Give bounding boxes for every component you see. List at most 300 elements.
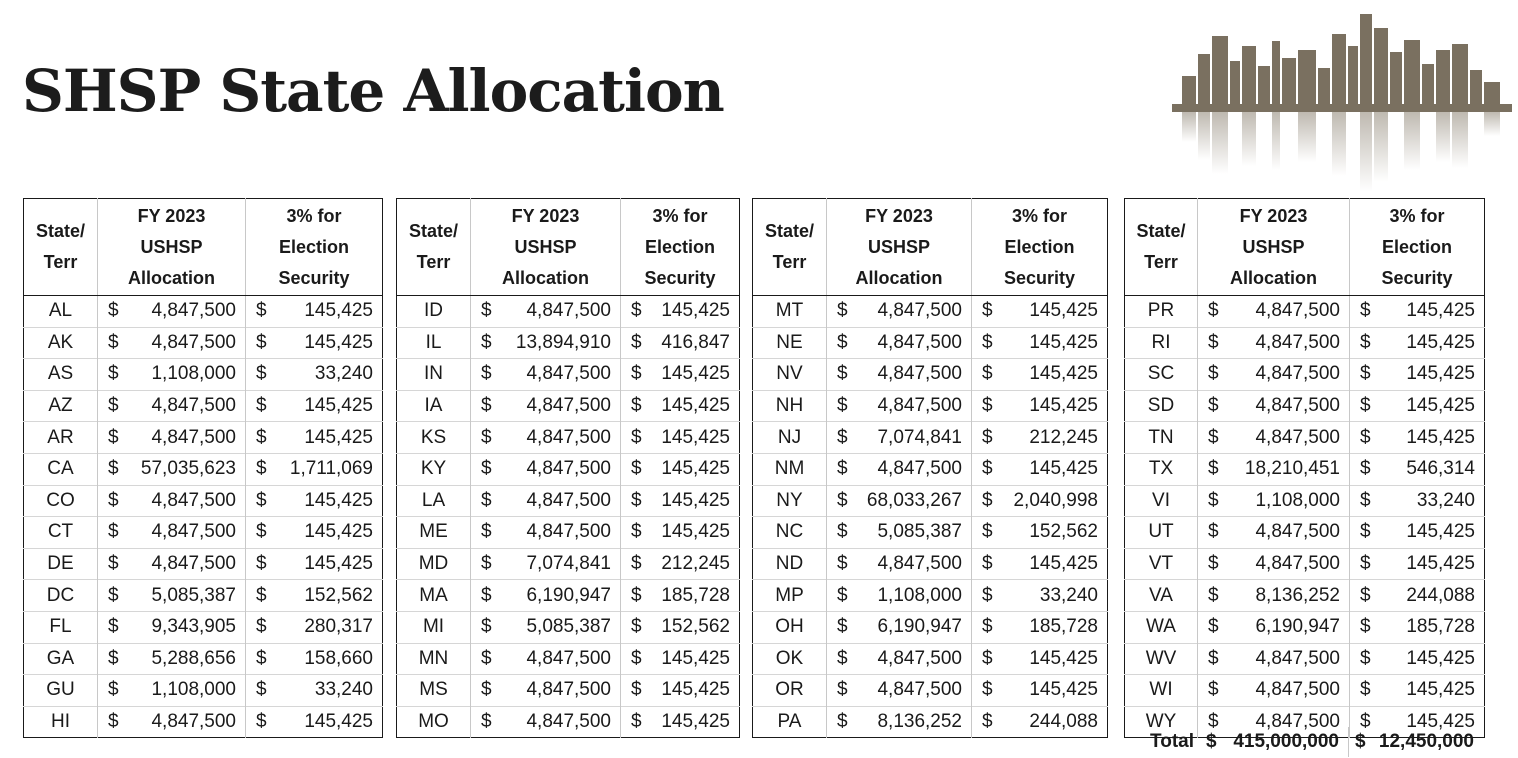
currency-symbol: $ [982, 679, 993, 701]
election-cell [1350, 422, 1485, 454]
allocation-cell [98, 675, 246, 707]
table-row [397, 548, 740, 580]
allocation-cell [827, 296, 972, 328]
allocation-cell [471, 390, 621, 422]
header-election: 3% for Election Security [621, 199, 740, 296]
amount-value: 185,728 [661, 584, 730, 606]
currency-symbol: $ [631, 679, 642, 701]
election-cell [621, 485, 740, 517]
currency-symbol: $ [108, 331, 119, 353]
state-cell: TN [1125, 422, 1198, 454]
table-row [397, 296, 740, 328]
amount-value: 68,033,267 [866, 489, 962, 511]
amount-value: 4,847,500 [526, 647, 611, 669]
currency-symbol: $ [1360, 679, 1371, 701]
amount-value: 4,847,500 [526, 489, 611, 511]
allocation-cell [1198, 675, 1350, 707]
election-cell [972, 390, 1108, 422]
allocation-cell [827, 548, 972, 580]
table-row [753, 453, 1108, 485]
state-cell: NC [753, 517, 827, 549]
election-cell [246, 327, 383, 359]
amount-value: 4,847,500 [526, 711, 611, 733]
allocation-cell [1198, 485, 1350, 517]
amount-value: 5,085,387 [877, 521, 962, 543]
state-cell: NJ [753, 422, 827, 454]
amount-value: 4,847,500 [877, 363, 962, 385]
state-cell: MS [397, 675, 471, 707]
table-row [24, 485, 383, 517]
amount-value: 4,847,500 [526, 521, 611, 543]
amount-value: 4,847,500 [526, 363, 611, 385]
currency-symbol: $ [108, 647, 119, 669]
allocation-cell [98, 453, 246, 485]
currency-symbol: $ [631, 489, 642, 511]
amount-value: 145,425 [661, 300, 730, 322]
amount-value: 145,425 [304, 395, 373, 417]
amount-value: 145,425 [1406, 395, 1475, 417]
amount-value: 145,425 [661, 711, 730, 733]
state-cell: CA [24, 453, 98, 485]
state-cell: NE [753, 327, 827, 359]
table-row [24, 706, 383, 738]
allocation-cell [98, 517, 246, 549]
currency-symbol: $ [1208, 521, 1219, 543]
state-cell: IL [397, 327, 471, 359]
amount-value: 145,425 [304, 426, 373, 448]
amount-value: 4,847,500 [877, 331, 962, 353]
state-cell: FL [24, 611, 98, 643]
currency-symbol: $ [837, 458, 848, 480]
state-cell: VI [1125, 485, 1198, 517]
amount-value: 145,425 [1406, 363, 1475, 385]
allocation-cell [98, 580, 246, 612]
currency-symbol: $ [108, 616, 119, 638]
amount-value: 145,425 [304, 300, 373, 322]
total-allocation: $ 415,000,000 [1206, 731, 1339, 752]
currency-symbol: $ [481, 584, 492, 606]
currency-symbol: $ [837, 489, 848, 511]
amount-value: 2,040,998 [1013, 489, 1098, 511]
total-label: Total [1150, 731, 1194, 752]
amount-value: 145,425 [1406, 426, 1475, 448]
table-row [753, 327, 1108, 359]
amount-value: 4,847,500 [1255, 300, 1340, 322]
currency-symbol: $ [108, 458, 119, 480]
allocation-cell [98, 390, 246, 422]
currency-symbol: $ [1360, 521, 1371, 543]
amount-value: 416,847 [661, 331, 730, 353]
currency-symbol: $ [837, 553, 848, 575]
allocation-cell [827, 359, 972, 391]
amount-value: 145,425 [304, 331, 373, 353]
table-row [1125, 548, 1485, 580]
table-row [24, 453, 383, 485]
amount-value: 145,425 [661, 458, 730, 480]
currency-symbol: $ [837, 331, 848, 353]
allocation-cell [1198, 422, 1350, 454]
amount-value: 244,088 [1406, 584, 1475, 606]
currency-symbol: $ [256, 584, 267, 606]
amount-value: 4,847,500 [877, 553, 962, 575]
table-row [24, 359, 383, 391]
state-cell: AL [48, 300, 73, 322]
state-cell: IA [397, 390, 471, 422]
allocation-cell [471, 643, 621, 675]
amount-value: 6,190,947 [1255, 616, 1340, 638]
currency-symbol: $ [631, 300, 642, 322]
currency-symbol: $ [481, 363, 492, 385]
allocation-cell [1198, 643, 1350, 675]
amount-value: 4,847,500 [1255, 647, 1340, 669]
amount-value: 8,136,252 [877, 711, 962, 733]
amount-value: 4,847,500 [526, 395, 611, 417]
currency-symbol: $ [1360, 711, 1371, 733]
table-row [24, 327, 383, 359]
currency-symbol: $ [631, 616, 642, 638]
amount-value: 4,847,500 [151, 331, 236, 353]
state-cell: UT [1125, 517, 1198, 549]
header-state: State/ Terr [397, 199, 471, 296]
state-cell: GU [24, 675, 98, 707]
amount-value: 4,847,500 [877, 395, 962, 417]
table-row [24, 296, 383, 328]
currency-symbol: $ [631, 395, 642, 417]
state-cell: AS [24, 359, 98, 391]
state-cell: OR [753, 675, 827, 707]
currency-symbol: $ [481, 395, 492, 417]
allocation-table-1 [23, 198, 383, 738]
currency-symbol: $ [631, 426, 642, 448]
state-cell: MP [753, 580, 827, 612]
election-cell [246, 422, 383, 454]
table-header-row [753, 199, 1108, 296]
table-row [1125, 517, 1485, 549]
amount-value: 145,425 [1029, 395, 1098, 417]
amount-value: 212,245 [661, 553, 730, 575]
amount-value: 4,847,500 [877, 300, 962, 322]
table-row [753, 643, 1108, 675]
allocation-cell [471, 548, 621, 580]
currency-symbol: $ [1208, 647, 1219, 669]
currency-symbol: $ [256, 489, 267, 511]
amount-value: 145,425 [1029, 553, 1098, 575]
election-cell [972, 453, 1108, 485]
table-row [24, 548, 383, 580]
allocation-cell [471, 327, 621, 359]
election-cell [1350, 485, 1485, 517]
allocation-table-4 [1124, 198, 1485, 738]
amount-value: 145,425 [661, 426, 730, 448]
amount-value: 6,190,947 [526, 584, 611, 606]
amount-value: 4,847,500 [151, 521, 236, 543]
election-cell [972, 580, 1108, 612]
amount-value: 1,108,000 [1255, 489, 1340, 511]
state-cell: MN [397, 643, 471, 675]
state-cell: DC [24, 580, 98, 612]
header-election: 3% for Election Security [246, 199, 383, 296]
amount-value: 145,425 [304, 711, 373, 733]
currency-symbol: $ [481, 331, 492, 353]
currency-symbol: $ [837, 300, 848, 322]
currency-symbol: $ [256, 395, 267, 417]
currency-symbol: $ [256, 711, 267, 733]
amount-value: 145,425 [1029, 458, 1098, 480]
currency-symbol: $ [982, 584, 993, 606]
currency-symbol: $ [1208, 300, 1219, 322]
election-cell [621, 422, 740, 454]
allocation-cell [98, 485, 246, 517]
currency-symbol: $ [256, 331, 267, 353]
currency-symbol: $ [837, 426, 848, 448]
currency-symbol: $ [1208, 711, 1219, 733]
state-cell: WY [1125, 706, 1198, 738]
state-cell: NM [753, 453, 827, 485]
amount-value: 7,074,841 [877, 426, 962, 448]
city-skyline-image [1172, 6, 1512, 196]
currency-symbol: $ [1360, 300, 1371, 322]
amount-value: 152,562 [304, 584, 373, 606]
amount-value: 145,425 [304, 489, 373, 511]
currency-symbol: $ [1360, 426, 1371, 448]
election-cell [972, 327, 1108, 359]
allocation-cell [471, 611, 621, 643]
table-row [753, 485, 1108, 517]
currency-symbol: $ [982, 553, 993, 575]
currency-symbol: $ [481, 426, 492, 448]
election-cell [621, 359, 740, 391]
table-row [397, 422, 740, 454]
amount-value: 145,425 [661, 521, 730, 543]
election-cell [1350, 548, 1485, 580]
table-row [397, 359, 740, 391]
currency-symbol: $ [982, 521, 993, 543]
allocation-cell [1198, 580, 1350, 612]
state-cell: OH [753, 611, 827, 643]
allocation-cell [98, 706, 246, 738]
currency-symbol: $ [256, 679, 267, 701]
state-cell: AZ [24, 390, 98, 422]
table-row [24, 611, 383, 643]
currency-symbol: $ [837, 584, 848, 606]
allocation-cell [98, 643, 246, 675]
table-row [397, 580, 740, 612]
amount-value: 6,190,947 [877, 616, 962, 638]
currency-symbol: $ [108, 521, 119, 543]
allocation-cell [98, 359, 246, 391]
amount-value: 57,035,623 [140, 458, 236, 480]
amount-value: 145,425 [1406, 521, 1475, 543]
election-cell [246, 517, 383, 549]
allocation-cell [1198, 611, 1350, 643]
election-cell [972, 422, 1108, 454]
currency-symbol: $ [982, 300, 993, 322]
header-state: State/ Terr [753, 199, 827, 296]
allocation-cell [827, 485, 972, 517]
currency-symbol: $ [481, 679, 492, 701]
table-row [1125, 390, 1485, 422]
header-allocation: FY 2023 USHSP Allocation [471, 199, 621, 296]
currency-symbol: $ [982, 331, 993, 353]
amount-value: 145,425 [661, 395, 730, 417]
table-row [24, 675, 383, 707]
currency-symbol: $ [481, 458, 492, 480]
amount-value: 4,847,500 [1255, 331, 1340, 353]
election-cell [621, 390, 740, 422]
currency-symbol: $ [837, 395, 848, 417]
amount-value: 145,425 [1029, 679, 1098, 701]
state-cell: IN [397, 359, 471, 391]
currency-symbol: $ [256, 426, 267, 448]
amount-value: 4,847,500 [1255, 521, 1340, 543]
currency-symbol: $ [837, 521, 848, 543]
currency-symbol: $ [108, 679, 119, 701]
currency-symbol: $ [1208, 489, 1219, 511]
amount-value: 145,425 [661, 363, 730, 385]
allocation-table-2 [396, 198, 740, 738]
amount-value: 4,847,500 [151, 426, 236, 448]
election-cell [1350, 390, 1485, 422]
state-cell: MD [397, 548, 471, 580]
election-cell [1350, 675, 1485, 707]
table-row [397, 327, 740, 359]
currency-symbol: $ [1208, 616, 1219, 638]
election-cell [621, 327, 740, 359]
allocation-cell [471, 422, 621, 454]
currency-symbol: $ [631, 458, 642, 480]
allocation-cell [1198, 327, 1350, 359]
currency-symbol: $ [108, 584, 119, 606]
table-row [397, 390, 740, 422]
currency-symbol: $ [108, 553, 119, 575]
amount-value: 4,847,500 [877, 458, 962, 480]
election-cell [621, 611, 740, 643]
allocation-cell [827, 580, 972, 612]
state-cell: VA [1125, 580, 1198, 612]
amount-value: 5,288,656 [151, 647, 236, 669]
table-row [1125, 485, 1485, 517]
header-allocation: FY 2023 USHSP Allocation [827, 199, 972, 296]
currency-symbol: $ [982, 395, 993, 417]
currency-symbol: $ [631, 521, 642, 543]
election-cell [621, 453, 740, 485]
state-cell: LA [397, 485, 471, 517]
table-row [753, 548, 1108, 580]
currency-symbol: $ [837, 363, 848, 385]
allocation-cell [471, 485, 621, 517]
currency-symbol: $ [256, 553, 267, 575]
table-row [397, 675, 740, 707]
election-cell [246, 359, 383, 391]
currency-symbol: $ [481, 711, 492, 733]
currency-symbol: $ [108, 711, 119, 733]
table-header-row [1125, 199, 1485, 296]
table-row [397, 643, 740, 675]
amount-value: 33,240 [1039, 584, 1098, 606]
election-cell [246, 485, 383, 517]
amount-value: 244,088 [1029, 711, 1098, 733]
currency-symbol: $ [256, 616, 267, 638]
currency-symbol: $ [1208, 331, 1219, 353]
currency-symbol: $ [982, 616, 993, 638]
state-cell: AR [24, 422, 98, 454]
election-cell [246, 643, 383, 675]
allocation-cell [827, 611, 972, 643]
amount-value: 1,108,000 [151, 679, 236, 701]
currency-symbol: $ [256, 647, 267, 669]
currency-symbol: $ [481, 553, 492, 575]
state-cell: MA [397, 580, 471, 612]
header-allocation: FY 2023 USHSP Allocation [98, 199, 246, 296]
election-cell [621, 643, 740, 675]
allocation-cell [471, 453, 621, 485]
currency-symbol: $ [982, 458, 993, 480]
amount-value: 1,108,000 [877, 584, 962, 606]
total-election: $ 12,450,000 [1348, 727, 1483, 757]
table-row [753, 390, 1108, 422]
amount-value: 5,085,387 [151, 584, 236, 606]
table-row [1125, 453, 1485, 485]
allocation-cell [471, 706, 621, 738]
election-cell [246, 675, 383, 707]
currency-symbol: $ [108, 300, 119, 322]
table-row [1125, 296, 1485, 328]
currency-symbol: $ [481, 647, 492, 669]
amount-value: 145,425 [1406, 647, 1475, 669]
election-cell [621, 675, 740, 707]
amount-value: 185,728 [1406, 616, 1475, 638]
allocation-cell [471, 675, 621, 707]
state-cell: NV [753, 359, 827, 391]
table-header-row [397, 199, 740, 296]
amount-value: 4,847,500 [1255, 711, 1340, 733]
currency-symbol: $ [108, 363, 119, 385]
currency-symbol: $ [1360, 395, 1371, 417]
state-cell: CO [24, 485, 98, 517]
currency-symbol: $ [631, 331, 642, 353]
totals-row [1124, 727, 1483, 757]
amount-value: 145,425 [1029, 300, 1098, 322]
currency-symbol: $ [481, 300, 492, 322]
election-cell [1350, 643, 1485, 675]
election-cell [1350, 580, 1485, 612]
election-cell [246, 706, 383, 738]
header-state: State/ Terr [24, 199, 98, 296]
allocation-cell [1198, 517, 1350, 549]
header-allocation: FY 2023 USHSP Allocation [1198, 199, 1350, 296]
amount-value: 4,847,500 [526, 679, 611, 701]
amount-value: 152,562 [1029, 521, 1098, 543]
allocation-cell [827, 643, 972, 675]
amount-value: 145,425 [304, 521, 373, 543]
allocation-cell [1198, 453, 1350, 485]
amount-value: 4,847,500 [526, 300, 611, 322]
header-election: 3% for Election Security [1350, 199, 1485, 296]
amount-value: 145,425 [1029, 331, 1098, 353]
amount-value: 212,245 [1029, 426, 1098, 448]
table-row [753, 675, 1108, 707]
amount-value: 7,074,841 [526, 553, 611, 575]
state-cell: AK [24, 327, 98, 359]
table-row [24, 517, 383, 549]
election-cell [1350, 327, 1485, 359]
election-cell [972, 675, 1108, 707]
state-cell: PR [1147, 300, 1175, 322]
allocation-cell [471, 359, 621, 391]
amount-value: 5,085,387 [526, 616, 611, 638]
election-cell [621, 517, 740, 549]
election-cell [972, 485, 1108, 517]
